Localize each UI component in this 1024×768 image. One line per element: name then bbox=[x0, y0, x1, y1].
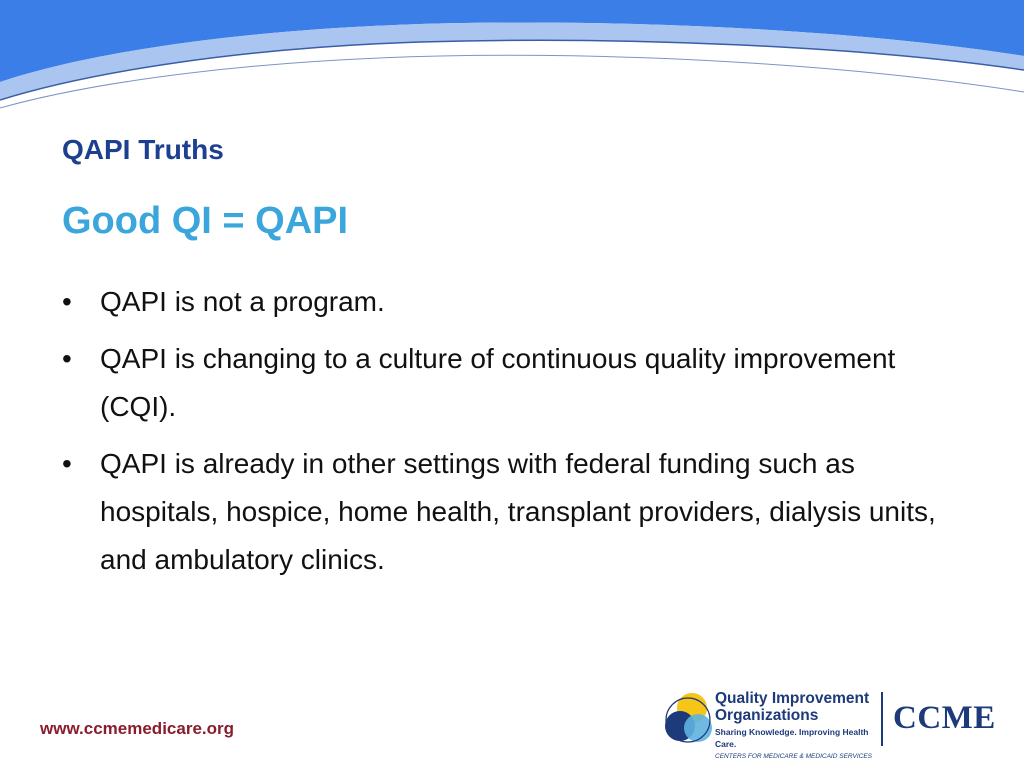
bullet-item bbox=[62, 335, 942, 431]
logo-divider bbox=[881, 692, 883, 746]
bullet-text: QAPI is not a program. bbox=[100, 286, 385, 317]
bullet-dot: • bbox=[62, 286, 72, 317]
bullet-dot: • bbox=[62, 448, 72, 479]
ccme-logo: CCME bbox=[893, 700, 996, 736]
qio-logo-line1: Quality Improvement bbox=[715, 690, 870, 707]
bullet-text: QAPI is already in other settings with federal funding such as hospitals, hospice, home health, transplant providers, dialysis units, and ambulatory clinics. bbox=[100, 448, 936, 575]
bullet-text: QAPI is changing to a culture of continuous quality improvement (CQI). bbox=[100, 343, 896, 422]
qio-logo-text bbox=[715, 690, 885, 762]
qio-logo-line2: Organizations bbox=[715, 707, 819, 724]
bullet-item bbox=[62, 278, 942, 326]
slide-kicker: QAPI Truths bbox=[62, 134, 224, 165]
header-banner bbox=[0, 0, 1024, 130]
qio-logo-subline: CENTERS FOR MEDICARE & MEDICAID SERVICES bbox=[715, 753, 872, 760]
qio-logo-lightblue-circle bbox=[684, 714, 712, 742]
footer-website-link[interactable]: www.ccmemedicare.org bbox=[40, 719, 235, 738]
slide-title: Good QI = QAPI bbox=[62, 200, 349, 242]
bullet-item bbox=[62, 440, 942, 584]
qio-logo-tagline: Sharing Knowledge. Improving Health Care. bbox=[715, 727, 869, 749]
bullet-list bbox=[62, 278, 942, 593]
bullet-dot: • bbox=[62, 343, 72, 374]
